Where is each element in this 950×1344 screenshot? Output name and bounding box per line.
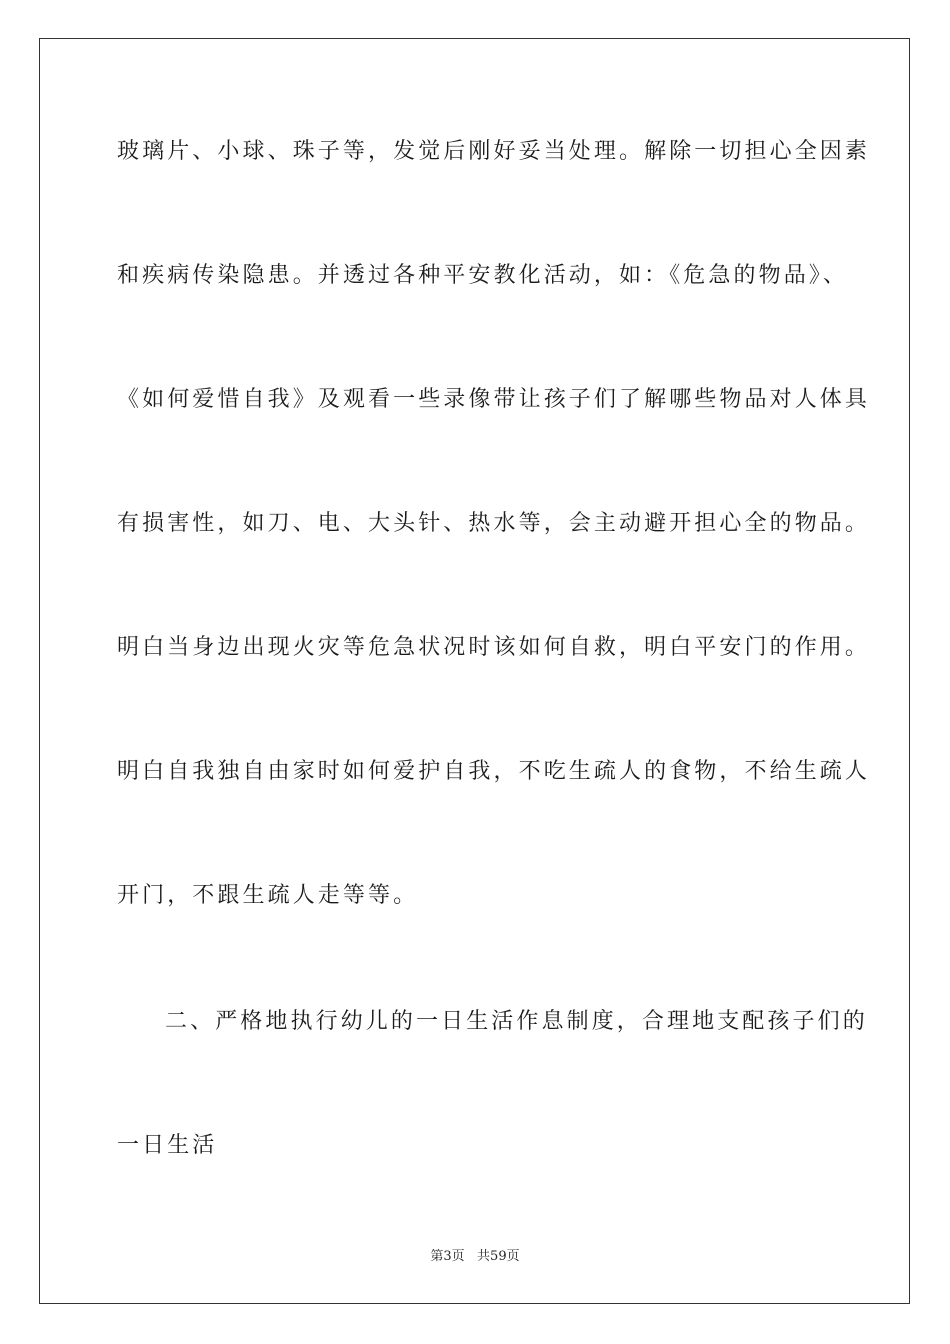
body-text-line: 和疾病传染隐患。并透过各种平安教化活动，如：《危急的物品》、 <box>117 263 849 288</box>
section-heading-line: 一日生活 <box>117 1133 218 1158</box>
body-text-line: 明白自我独自由家时如何爱护自我，不吃生疏人的食物，不给生疏人 <box>117 759 871 784</box>
body-text-line: 《如何爱惜自我》及观看一些录像带让孩子们了解哪些物品对人体具 <box>117 387 871 412</box>
page-number-footer: 第3页 共59页 <box>430 1249 520 1264</box>
body-text-line: 开门，不跟生疏人走等等。 <box>117 883 419 908</box>
body-text-line: 有损害性，如刀、电、大头针、热水等，会主动避开担心全的物品。 <box>117 511 871 536</box>
page-border <box>39 38 910 1304</box>
body-text-line: 玻璃片、小球、珠子等，发觉后刚好妥当处理。解除一切担心全因素 <box>117 139 871 164</box>
body-text-line: 明白当身边出现火灾等危急状况时该如何自救，明白平安门的作用。 <box>117 635 871 660</box>
section-heading-line: 二、严格地执行幼儿的一日生活作息制度，合理地支配孩子们的 <box>165 1009 868 1034</box>
